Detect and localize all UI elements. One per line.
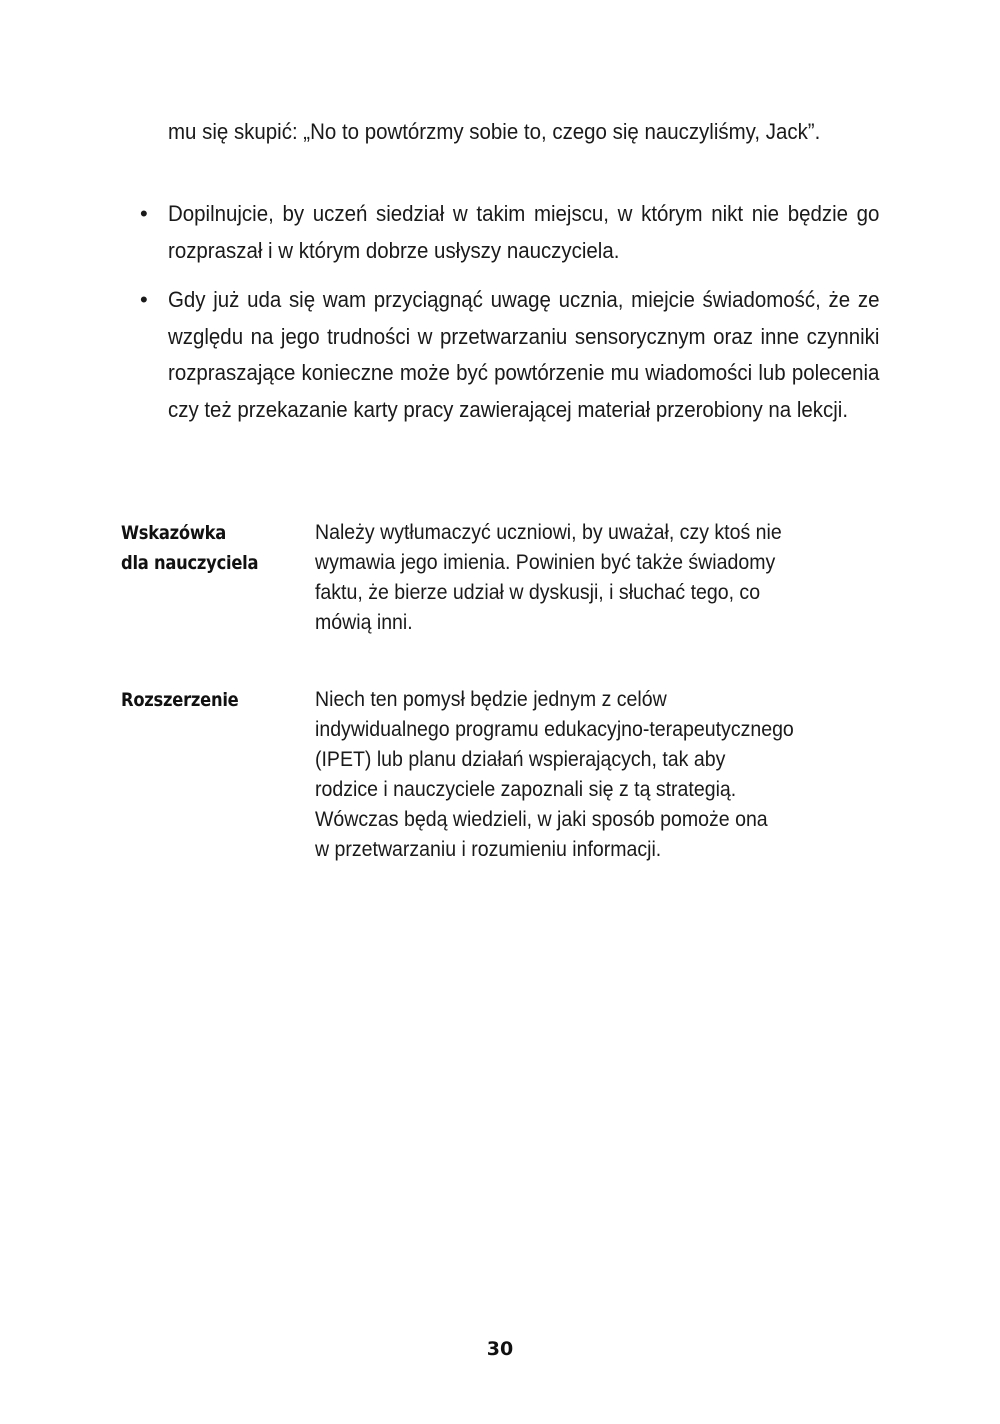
text-line: faktu, że bierze udział w dyskusji, i słuchać tego, co	[315, 581, 761, 604]
text-line: mówią inni.	[315, 611, 413, 634]
text-line: indywidualnego programu edukacyjno-terapeutycznego	[315, 718, 794, 741]
label-line: dla nauczyciela	[121, 552, 259, 574]
text-line: rodzice i nauczyciele zapoznali się z tą strategią.	[315, 778, 737, 801]
text-line: (IPET) lub planu działań wspierających, tak aby	[315, 748, 726, 771]
text-line: Wówczas będą wiedzieli, w jaki sposób pomoże ona	[315, 808, 768, 831]
label-line: Rozszerzenie	[121, 689, 239, 711]
bullet-text: Gdy już uda się wam przyciągnąć uwagę ucznia, miejcie świadomość, że ze względu na jego trudności w przetwarzaniu sensorycznym oraz inne czynniki rozpraszające konieczne może być powtórzenie mu wiadomości lub polecenia czy też przekazanie karty pracy zawierającej materiał przerobiony na lekcji.	[168, 287, 880, 422]
page-number: 30	[486, 1338, 514, 1360]
extension-label	[121, 685, 276, 715]
extension-text	[315, 685, 882, 865]
text-line: Niech ten pomysł będzie jednym z celów	[315, 688, 667, 711]
text-line: wymawia jego imienia. Powinien być także świadomy	[315, 551, 776, 574]
bullet-text: Dopilnujcie, by uczeń siedział w takim miejscu, w którym nikt nie będzie go rozpraszał i w którym dobrze usłyszy nauczyciela.	[168, 201, 880, 263]
teacher-tip-label	[121, 518, 276, 578]
bullet-icon: •	[140, 287, 148, 312]
text-line: Należy wytłumaczyć uczniowi, by uważał, czy ktoś nie	[315, 521, 782, 544]
bullet-icon: •	[140, 201, 148, 226]
paragraph-continuation: mu się skupić: „No to powtórzmy sobie to, czego się nauczyliśmy, Jack”.	[168, 119, 821, 144]
teacher-tip-text	[315, 518, 882, 638]
text-line: w przetwarzaniu i rozumieniu informacji.	[315, 838, 662, 861]
label-line: Wskazówka	[121, 522, 227, 544]
